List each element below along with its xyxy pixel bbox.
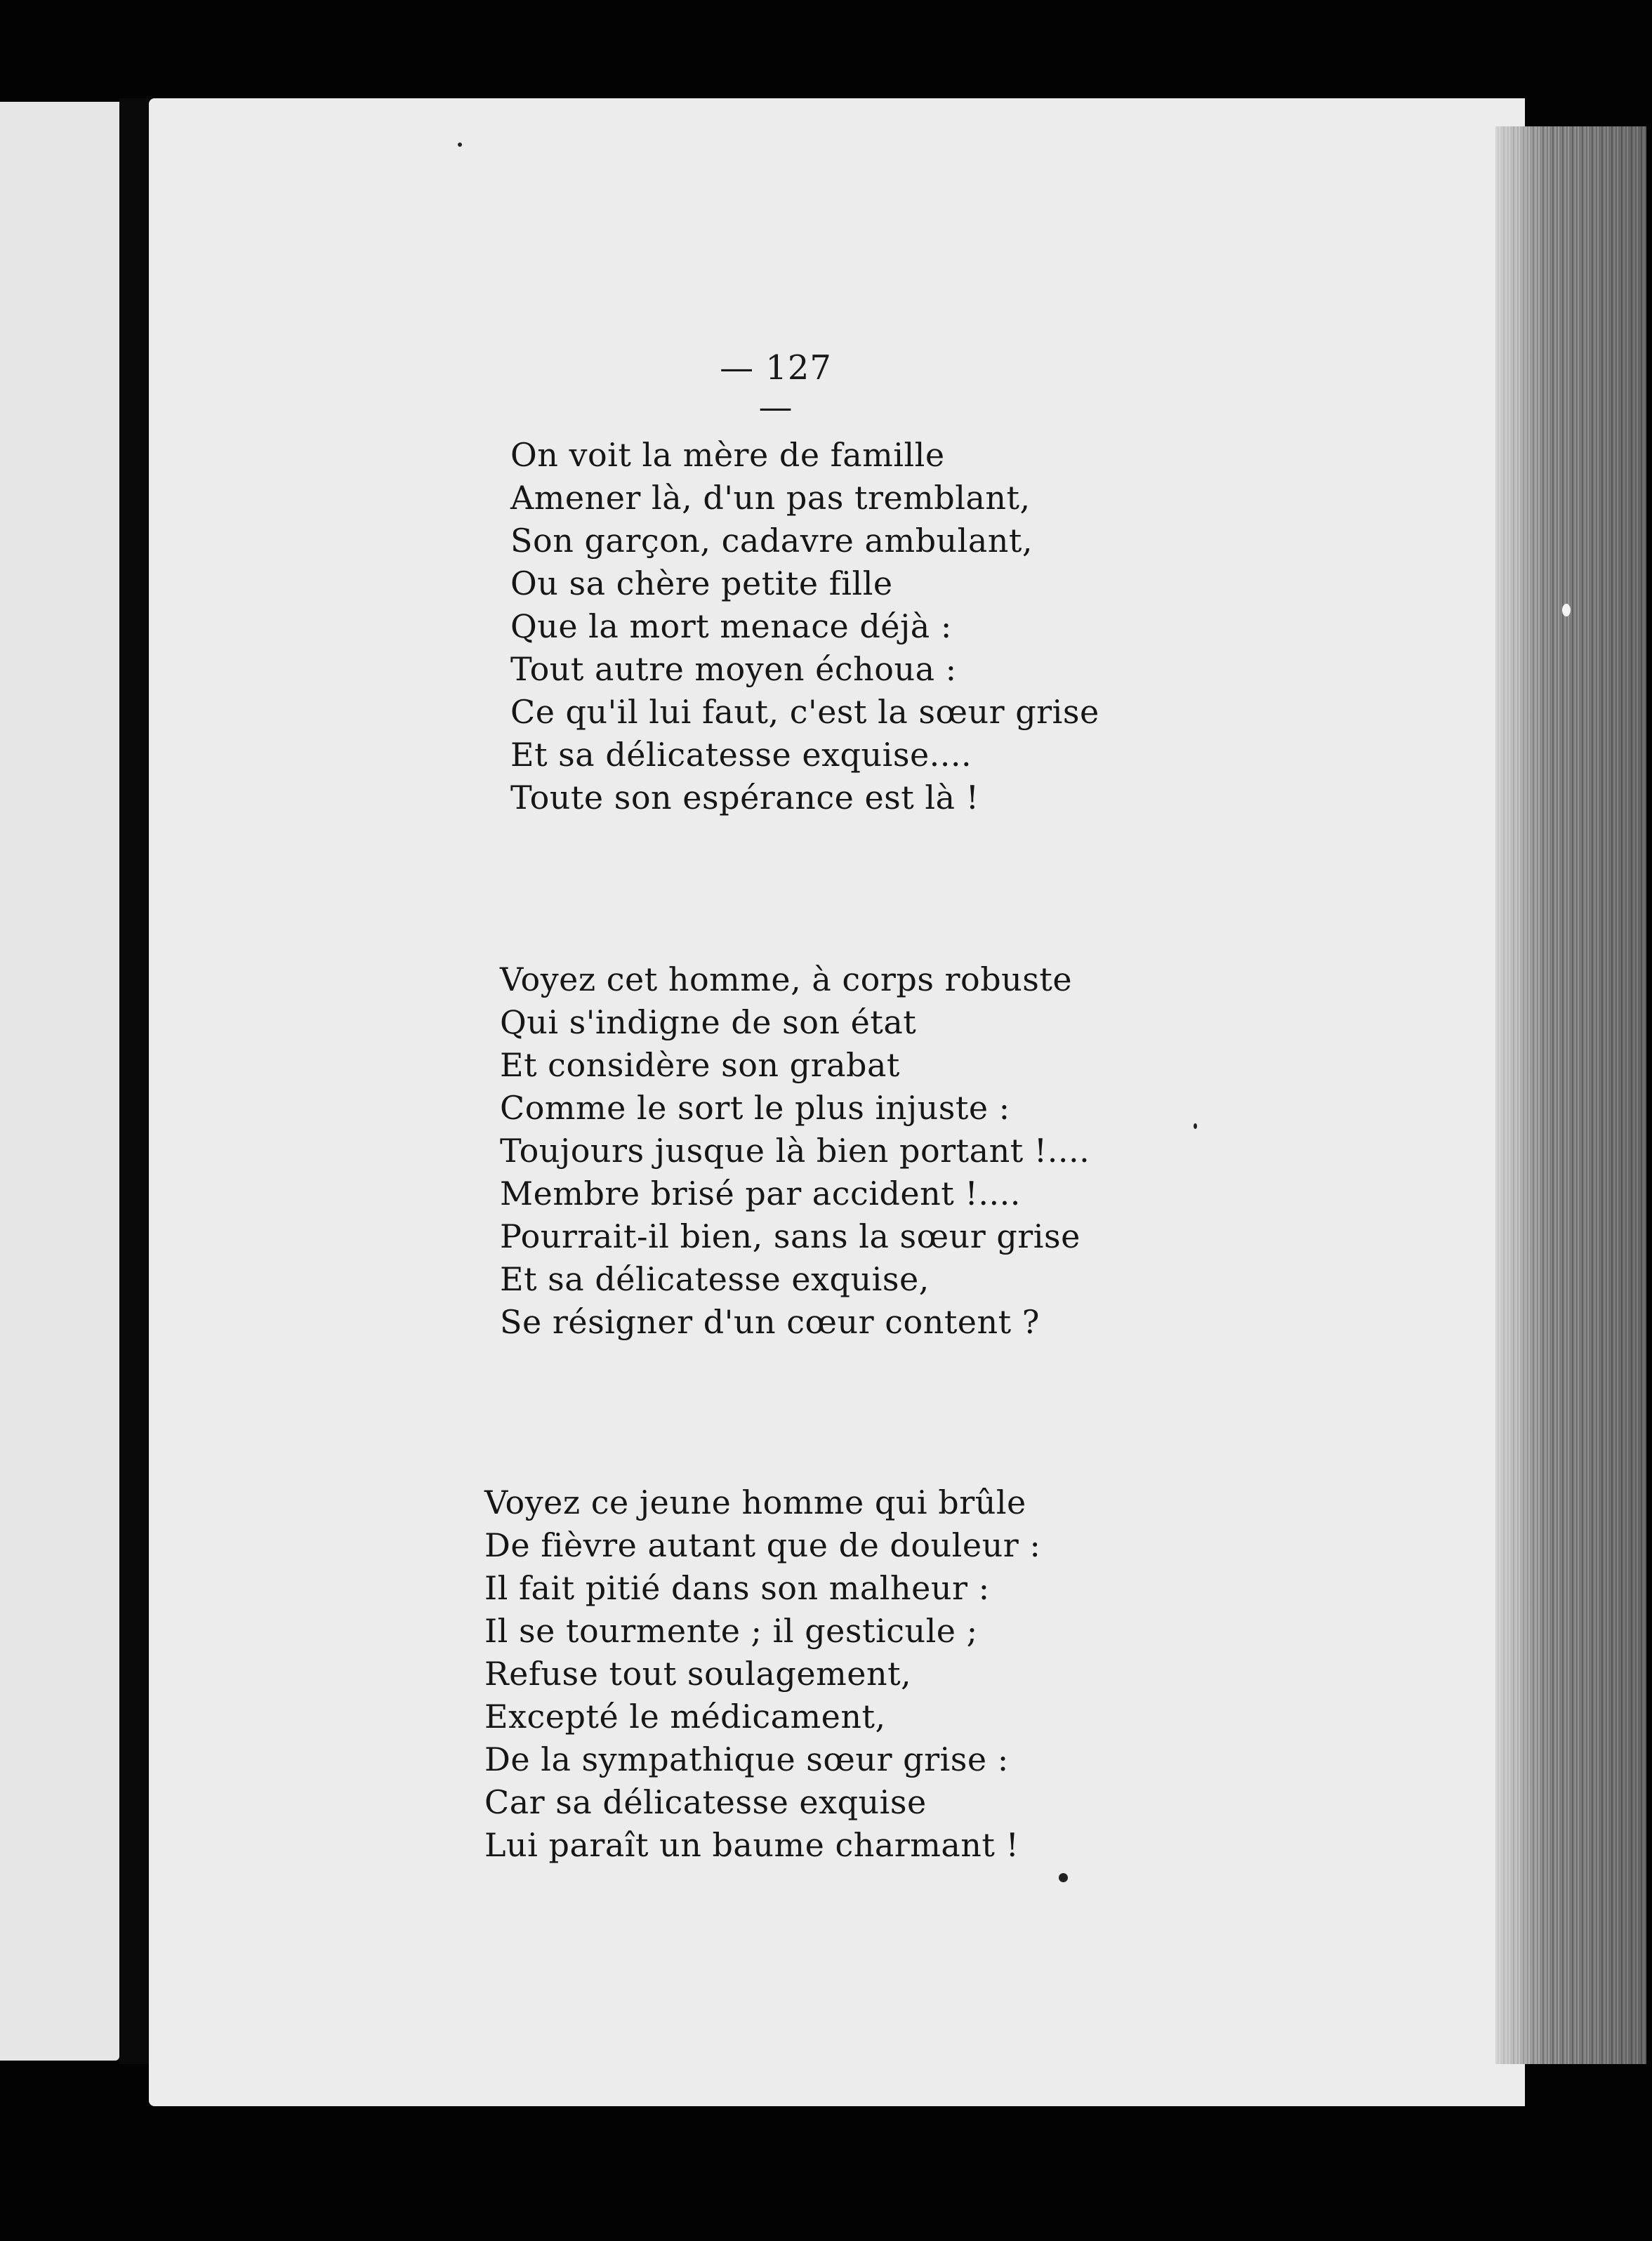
verse-line: De fièvre autant que de douleur : [484,1526,1041,1564]
scan-speck [1194,1123,1197,1129]
verse-line: Comme le sort le plus injuste : [500,1089,1010,1127]
scan-speck [1562,604,1571,616]
verse-line: Son garçon, cadavre ambulant, [510,522,1033,560]
page-fore-edge-shade [1495,126,1646,2064]
verse-line: Car sa délicatesse exquise [484,1783,927,1821]
verse-line: Excepté le médicament, [484,1698,886,1736]
page-number: — 127 — [720,348,832,427]
verse-line: Tout autre moyen échoua : [510,650,957,688]
verse-line: Voyez cet homme, à corps robuste [500,960,1073,998]
scan-speck [458,143,462,147]
stanza-3 [484,1481,1040,1867]
scan-speck [1059,1873,1068,1882]
verse-line: Se résigner d'un cœur content ? [500,1303,1040,1341]
verse-line: Lui paraît un baume charmant ! [484,1826,1019,1864]
verse-line: On voit la mère de famille [510,436,945,474]
verse-line: Toute son espérance est là ! [510,779,979,817]
verse-line: Et sa délicatesse exquise.... [510,736,972,774]
verse-line: De la sympathique sœur grise : [484,1740,1009,1778]
stanza-1 [510,434,1099,819]
verse-line: Et considère son grabat [500,1046,900,1084]
verse-line: Ce qu'il lui faut, c'est la sœur grise [510,693,1099,731]
verse-line: Il fait pitié dans son malheur : [484,1569,990,1607]
verse-line: Pourrait-il bien, sans la sœur grise [500,1217,1081,1255]
verse-line: Qui s'indigne de son état [500,1003,917,1041]
verse-line: Toujours jusque là bien portant !.... [500,1132,1090,1170]
stanza-2 [500,958,1090,1344]
book-gutter [119,98,149,2064]
verse-line: Amener là, d'un pas tremblant, [510,479,1031,517]
verse-line: Refuse tout soulagement, [484,1655,912,1693]
verse-line: Que la mort menace déjà : [510,607,952,645]
verse-line: Voyez ce jeune homme qui brûle [484,1483,1026,1521]
verse-line: Ou sa chère petite fille [510,564,893,602]
verse-line: Il se tourmente ; il gesticule ; [484,1612,978,1650]
verse-line: Et sa délicatesse exquise, [500,1260,930,1298]
facing-page-edge [0,102,119,2061]
verse-line: Membre brisé par accident !.... [500,1175,1021,1212]
